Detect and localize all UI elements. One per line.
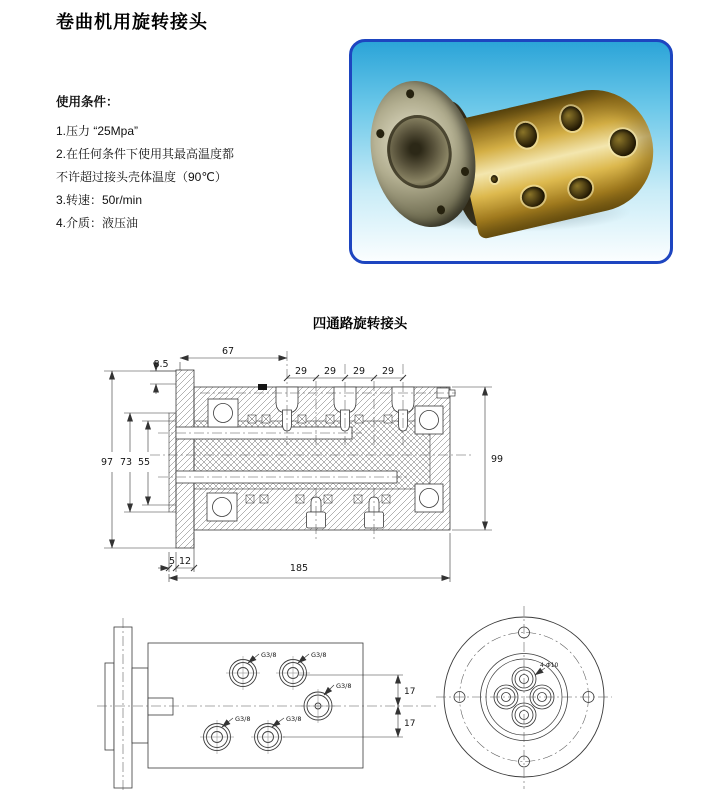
front-centerlines bbox=[436, 606, 612, 789]
svg-text:29: 29 bbox=[381, 366, 395, 377]
drawing-title: 四通路旋转接头 bbox=[312, 316, 408, 331]
svg-text:29: 29 bbox=[352, 366, 366, 377]
port-hole bbox=[520, 184, 547, 209]
svg-text:17: 17 bbox=[404, 687, 416, 697]
svg-text:G3/8: G3/8 bbox=[261, 651, 277, 659]
port-hole bbox=[567, 176, 594, 202]
flange-hole bbox=[460, 166, 470, 177]
flange-hole bbox=[405, 89, 415, 100]
section-view-drawing bbox=[95, 345, 510, 585]
svg-text:G3/8: G3/8 bbox=[235, 715, 251, 723]
svg-text:73: 73 bbox=[119, 457, 133, 468]
svg-text:5: 5 bbox=[168, 556, 176, 567]
front-hole-label: 4-Φ10 bbox=[540, 662, 559, 669]
svg-text:185: 185 bbox=[289, 563, 309, 574]
svg-text:G3/8: G3/8 bbox=[286, 715, 302, 723]
condition-line: 不许超过接头壳体温度（90℃） bbox=[56, 170, 227, 184]
svg-text:17: 17 bbox=[404, 719, 416, 729]
condition-line: 2.在任何条件下使用其最高温度都 bbox=[56, 147, 235, 161]
port-hole bbox=[490, 174, 499, 183]
condition-line: 1.压力 “25Mpa” bbox=[56, 124, 139, 138]
usage-conditions bbox=[56, 92, 316, 235]
side-view-drawing bbox=[95, 598, 440, 791]
joint-cylinder bbox=[453, 78, 666, 240]
svg-text:97: 97 bbox=[100, 457, 114, 468]
page-title: 卷曲机用旋转接头 bbox=[56, 12, 208, 32]
flange-hub bbox=[380, 109, 459, 196]
front-leader bbox=[535, 668, 545, 675]
svg-text:67: 67 bbox=[221, 346, 235, 357]
product-photo bbox=[349, 39, 673, 264]
svg-text:29: 29 bbox=[323, 366, 337, 377]
port-hole bbox=[607, 127, 638, 159]
condition-line: 4.介质：液压油 bbox=[56, 216, 139, 230]
svg-text:8.5: 8.5 bbox=[153, 359, 169, 370]
svg-text:12: 12 bbox=[178, 556, 192, 567]
condition-line: 3.转速：50r/min bbox=[56, 193, 143, 207]
front-view-drawing bbox=[428, 600, 635, 791]
port-hole bbox=[513, 121, 539, 150]
section-geometry bbox=[169, 370, 455, 548]
port-hole bbox=[559, 104, 585, 133]
flange-hole bbox=[436, 205, 446, 216]
svg-text:99: 99 bbox=[490, 454, 504, 465]
flange-hole bbox=[375, 128, 385, 139]
svg-text:29: 29 bbox=[294, 366, 308, 377]
svg-text:G3/8: G3/8 bbox=[311, 651, 327, 659]
svg-text:G3/8: G3/8 bbox=[336, 682, 352, 690]
conditions-heading: 使用条件： bbox=[56, 95, 119, 109]
svg-text:55: 55 bbox=[137, 457, 151, 468]
side-dim-labels bbox=[404, 687, 415, 729]
